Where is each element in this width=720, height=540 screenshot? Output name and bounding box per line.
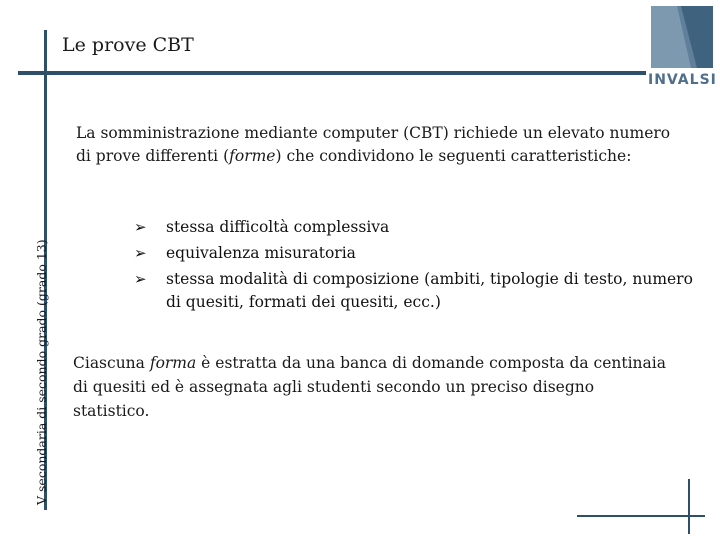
intro-paragraph	[76, 122, 676, 168]
closing-text-before: Ciascuna	[73, 354, 150, 372]
closing-text-after: è estratta da una banca di domande composta da centinaia di quesiti ed è assegnata agli studenti secondo un preciso disegno statistico.	[73, 354, 666, 420]
arrow-bullet-icon: ➢	[134, 218, 147, 236]
list-item	[134, 268, 694, 314]
closing-paragraph	[73, 351, 673, 423]
list-item-text: stessa modalità di composizione (ambiti, tipologie di testo, numero di quesiti, formati dei quesiti, ecc.)	[166, 270, 693, 311]
closing-emphasis: forma	[149, 354, 197, 372]
intro-text-after: ) che condividono le seguenti caratteristiche:	[275, 147, 632, 165]
list-item-text: stessa difficoltà complessiva	[166, 218, 390, 236]
list-item	[134, 242, 694, 265]
characteristics-list	[134, 216, 694, 317]
corner-cross-vertical	[688, 479, 690, 534]
arrow-bullet-icon: ➢	[134, 244, 147, 262]
side-label: V secondaria di secondo grado (grado 13)	[34, 239, 49, 505]
slide-title: Le prove CBT	[62, 34, 194, 56]
arrow-bullet-icon: ➢	[134, 270, 147, 288]
intro-text-before: La somministrazione mediante computer (CBT) richiede un elevato numero di prove differenti (	[76, 124, 671, 165]
invalsi-logo-text: INVALSI	[648, 72, 717, 88]
list-item	[134, 216, 694, 239]
intro-emphasis: forme	[229, 147, 276, 165]
corner-cross-horizontal	[577, 515, 705, 517]
invalsi-logo	[648, 6, 716, 92]
title-underline-rule	[18, 71, 646, 75]
invalsi-logo-mark-icon	[651, 6, 713, 68]
list-item-text: equivalenza misuratoria	[166, 244, 356, 262]
